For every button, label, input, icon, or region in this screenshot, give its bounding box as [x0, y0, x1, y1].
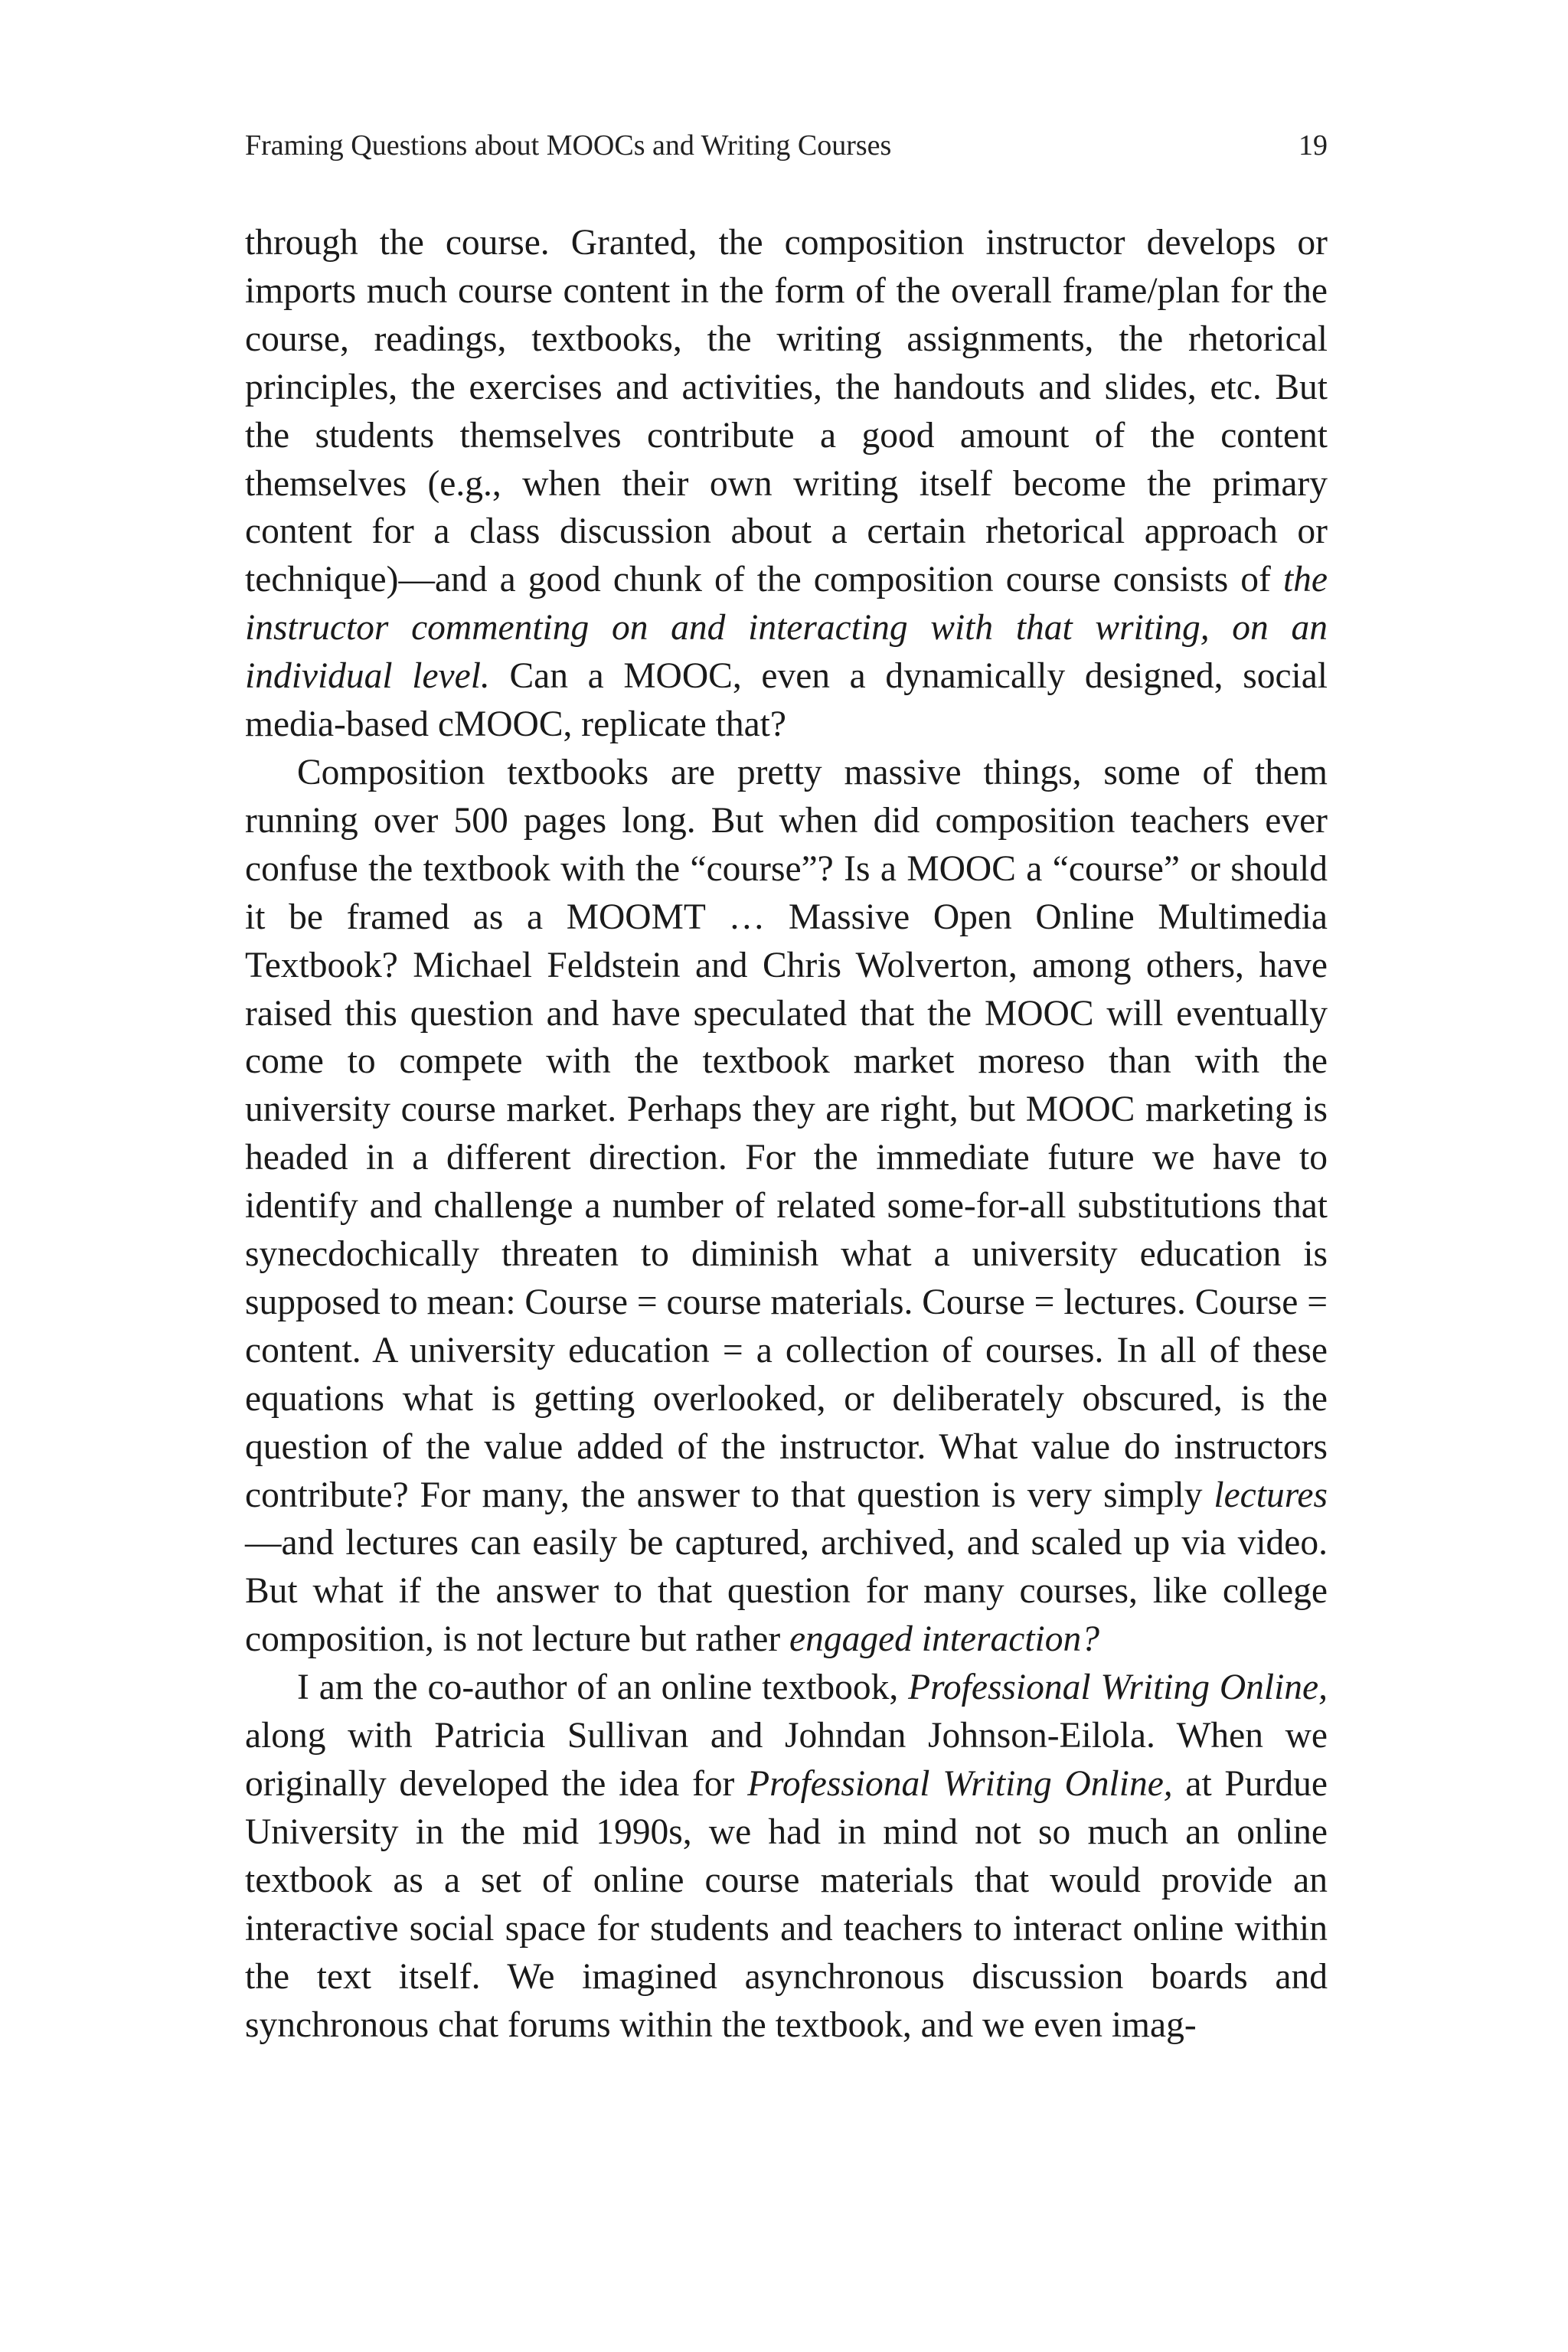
page-number: 19: [1298, 129, 1328, 162]
text-run: along with Patricia Sullivan and Johndan Johnson-Eilola. When we originally developed the idea for: [245, 1716, 1328, 1804]
text-run: —and lectures can easily be captured, archived, and scaled up via video. But what if the answer to that question for many courses, like college composition, is not lecture but rather: [245, 1523, 1328, 1660]
text-run: at Purdue University in the mid 1990s, we had in mind not so much an online textbook as a set of online course materials that would provide an interactive social space for students and teachers to interact online within the text itself. We imagined asynchronous discussion boards and synchronous chat forums within the textbook, and we even imag-: [245, 1764, 1328, 2045]
paragraph: [245, 749, 1328, 1664]
text-run: Composition textbooks are pretty massive things, some of them running over 500 pages long. But when did composition teachers ever confuse the textbook with the “course”? Is a MOOC a “course” or should it be framed as a MOOMT … Massive Open Online Multimedia Textbook? Michael Feldstein and Chris Wolverton, among others, have raised this question and have speculated that the MOOC will eventually come to compete with the textbook market moreso than with the university course market. Perhaps they are right, but MOOC marketing is headed in a different direction. For the immediate future we have to identify and challenge a number of related some-for-all substitutions that synecdochically threaten to diminish what a university education is supposed to mean: Course = course materials. Course = lectures. Course = content. A university education = a collection of courses. In all of these equations what is getting overlooked, or deliberately obscured, is the question of the value added of the instructor. What value do instructors contribute? For many, the answer to that question is very simply: [245, 752, 1328, 1515]
text-run: through the course. Granted, the composition instructor develops or imports much course content in the form of the overall frame/plan for the course, readings, textbooks, the writing assignments, the rhetorical principles, the exercises and activities, the handouts and slides, etc. But the students themselves contribute a good amount of the content themselves (e.g., when their own writing itself become the primary content for a class discussion about a certain rhetorical approach or technique)—and a good chunk of the composition course consists of: [245, 223, 1328, 600]
body-text: [245, 219, 1328, 2049]
running-title: Framing Questions about MOOCs and Writing Courses: [245, 129, 892, 162]
book-page: [245, 0, 1328, 2352]
italic-run: Professional Writing Online,: [908, 1668, 1328, 1708]
paragraph: [245, 1664, 1328, 2049]
text-run: I am the co-author of an online textbook,: [297, 1668, 909, 1708]
italic-run: the instructor commenting on and interacting with that writing, on an individual level.: [245, 560, 1328, 697]
running-head: [245, 126, 1328, 165]
paragraph: [245, 219, 1328, 749]
italic-run: lectures: [1214, 1475, 1328, 1515]
text-run: Can a MOOC, even a dynamically designed, social media-based cMOOC, replicate that?: [245, 656, 1328, 745]
italic-run: engaged interaction?: [789, 1619, 1099, 1660]
italic-run: Professional Writing Online,: [747, 1764, 1173, 1804]
